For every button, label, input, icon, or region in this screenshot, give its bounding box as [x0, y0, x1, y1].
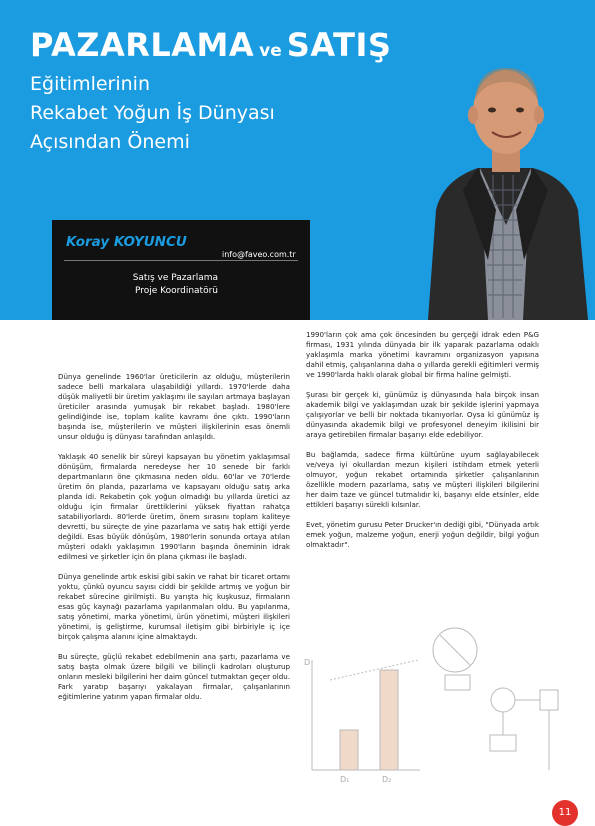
- subtitle-line: Açısından Önemi: [30, 131, 190, 153]
- title-connector: ve: [259, 41, 282, 61]
- paragraph: Bu süreçte, güçlü rekabet edebilmenin ana şartı, pazarlama ve satış başta olmak üzere bilgili ve bilinçli kadroları oluşturup onların mesleki bilgilerini her daim güncel tutmaktan geçer oldu. Fark yaratıp başarıyı yakalayan firmalar, çalışanlarının eğitimlerine yatırım yapan firmalar oldu.: [58, 652, 290, 701]
- paragraph: Dünya genelinde 1960'lar üreticilerin az olduğu, müşterilerin sadece belli markalara ulaşabildiği yıllardı. 1970'lerde daha düşük maliyetli bir üretim yaklaşımı ile sayıları artmaya başlayan üreticiler arasında yumuşak bir rekabet başladı. 1980'lere gelindiğinde ise, toplam kalite kavramı öne çıktı. 1990'ların başında ise, müşterilerin ve müşteri ilişkilerinin esas önemli unsur olduğu iş dünyası tarafından anlaşıldı.: [58, 372, 290, 441]
- author-role-line: Proje Koordinatörü: [134, 286, 218, 296]
- paragraph: Bu bağlamda, sadece firma kültürüne uyum sağlayabilecek ve/veya iyi okullardan mezun kişileri istihdam etmek yeterli olmuyor, yoğun rekabet ortamında şirketler çalışanlarının özellikle modern pazarlama, satış ve müşteri ilişkileri bilgilerini her daim taze ve güncel tutmalıdır ki, başarıyı elde etsinler, elde ettikleri başarıyı sürekli kılsınlar.: [306, 450, 539, 509]
- author-photo: [418, 60, 593, 320]
- article-title: [30, 26, 391, 64]
- author-name: Koray KOYUNCU: [66, 234, 187, 250]
- title-part2: SATIŞ: [286, 26, 392, 64]
- sketch-label-d2: D₂: [382, 775, 392, 784]
- subtitle-line: Rekabet Yoğun İş Dünyası: [30, 102, 275, 124]
- subtitle-line: Eğitimlerinin: [30, 73, 151, 95]
- paragraph: Yaklaşık 40 senelik bir süreyi kapsayan bu yönetim yaklaşımsal dönüşüm, firmalarda neredeyse her 10 senede bir farklı departmanların öne çıkmasına neden oldu. 60'lar ve 70'lerde üretim ön planda, pazarlama ve kapsayanı olduğu satış arka planda idi. Rekabetin çok yoğun olmadığı bu yıllarda üretici az olduğu için firmalar ürettiklerini yüksek fiyattan rahatça satabiliyorlardı. 80'lerde üretim, önem sırasını toplam kaliteye devretti, bu süreçte de yine pazarlama ve satış hak ettiği yerde değildi. Esas büyük dönüşüm, 1980'lerin sonunda ortaya atılan müşteri odaklı yaklaşımın 1990'ların başında öneminin idrak edilmesi ve şirketler için ön plana çıkması ile başladı.: [58, 452, 290, 561]
- sketch-label-d1: D₁: [340, 775, 350, 784]
- sketch-label-d0: D: [304, 658, 311, 667]
- author-divider: [64, 260, 298, 261]
- page-number-badge: 11: [552, 800, 578, 826]
- paragraph: Dünya genelinde artık eskisi gibi sakin ve rahat bir ticaret ortamı yoktu, çünkü oyuncu sayısı ciddi bir şekilde artmış ve yoğun bir rekabet sürecine girilmişti. Bu yarışta hiç kuşkusuz, firmaların esas güç kaynağı pazarlama yapılanmaları oldu. Bu yapılanma, satış yönetimi, marka yönetimi, ürün yönetimi, müşteri ilişkileri yönetimi, iş geliştirme, kurumsal iletişim gibi birbiriyle iç içe birçok çalışma alanını içine almaktaydı.: [58, 572, 290, 641]
- left-column: [58, 372, 290, 712]
- article-subtitle: [30, 70, 275, 157]
- paragraph: 1990'ların çok ama çok öncesinden bu gerçeği idrak eden P&G firması, 1931 yılında dünyada bir ilk yaparak pazarlama odaklı yaklaşımla marka yönetimi kavramını organizasyon yapısına dahil etmiş, çalışanlarına daha o yıllarda gerekli eğitimleri vermiş ve 1990'larda haklı olarak global bir firma haline gelmişti.: [306, 330, 539, 379]
- paragraph: Evet, yönetim gurusu Peter Drucker'ın dediği gibi, "Dünyada artık emek yoğun, malzeme yoğun, enerji yoğun değildir, bilgi yoğun olmaktadır".: [306, 520, 539, 549]
- author-box: [52, 220, 310, 320]
- author-role-line: Satış ve Pazarlama: [132, 273, 218, 283]
- paragraph: Şurası bir gerçek ki, günümüz iş dünyasında hala birçok insan akademik bilgi ve yaklaşımdan uzak bir şekilde işlerini yapmaya çalışıyorlar ve belli bir noktada tıkanıyorlar. Oysa ki günümüz iş dünyasında akademik bilgi ve profesyonel deneyim ikilisini bir araya getirebilen firmalar başarıyı elde edebiliyor.: [306, 390, 539, 439]
- title-part1: PAZARLAMA: [30, 26, 255, 64]
- header-banner: [0, 0, 595, 320]
- author-email[interactable]: info@faveo.com.tr: [222, 250, 296, 259]
- right-column: [306, 330, 539, 560]
- sketch-illustration: [290, 620, 570, 800]
- author-role: [66, 272, 218, 298]
